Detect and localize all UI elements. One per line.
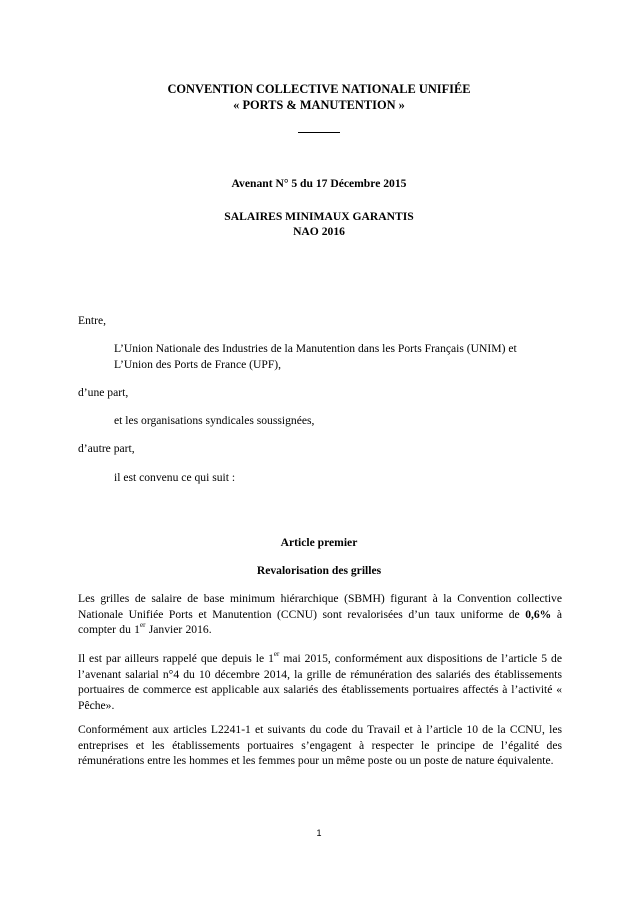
paragraph-peche-text: mai 2015, conformément aux dispositions de l’article 5 de l’avenant salarial n°4 du 10 décembre 2014, la grille de rémunération des salariés des établissements portuaires de commerce est applicable aux salariés des établissements portuaires affectés à l’activité « Pêche». [78, 652, 562, 712]
party-unim-line1: L’Union Nationale des Industries de la Manutention dans les Ports Français (UNIM) et [114, 342, 517, 355]
superscript-er: er [139, 621, 146, 630]
article-subheading: Revalorisation des grilles [256, 564, 382, 577]
party-unim-line2: L’Union des Ports de France (UPF), [114, 358, 282, 371]
paragraph-peche-start: Il est par ailleurs rappelé que depuis le 1 [78, 652, 274, 665]
paragraph-revalorisation-text: Les grilles de salaire de base minimum hiérarchique (SBMH) figurant à la Convention collective Nationale Unifiée Ports et Manutention (CCNU) sont revalorisées d’un taux uniforme de [78, 592, 562, 621]
paragraph-peche [78, 651, 562, 713]
document-title-line1: CONVENTION COLLECTIVE NATIONALE UNIFIÉE [167, 82, 471, 96]
avenant-heading: Avenant N° 5 du 17 Décembre 2015 [231, 177, 407, 190]
paragraph-egalite: Conformément aux articles L2241-1 et suivants du code du Travail et à l’article 10 de la CCNU, les entreprises et les établissements portuaires s’engagent à respecter le principe de l’égalité des rémunérations entre les hommes et les femmes pour un même poste ou un poste de nature équivalente. [78, 723, 562, 768]
title-separator-rule [298, 132, 340, 133]
dautre-part-text: d’autre part, [78, 442, 135, 455]
paragraph-revalorisation-end: Janvier 2016. [145, 623, 212, 637]
revalorisation-rate: 0,6% [525, 607, 552, 621]
paragraph-revalorisation-date: à compter du 1 [78, 607, 562, 637]
article-heading: Article premier [280, 536, 358, 549]
subject-line1: SALAIRES MINIMAUX GARANTIS [224, 210, 414, 223]
convenu-text: il est convenu ce qui suit : [114, 471, 236, 484]
dune-part-text: d’une part, [78, 386, 129, 399]
entre-text: Entre, [78, 314, 107, 327]
paragraph-revalorisation [78, 591, 562, 638]
superscript-er: er [273, 650, 280, 659]
syndicales-text: et les organisations syndicales soussignées, [114, 414, 315, 427]
document-title-line2: « PORTS & MANUTENTION » [233, 98, 405, 112]
page-number: 1 [316, 828, 322, 838]
subject-line2: NAO 2016 [293, 225, 345, 238]
